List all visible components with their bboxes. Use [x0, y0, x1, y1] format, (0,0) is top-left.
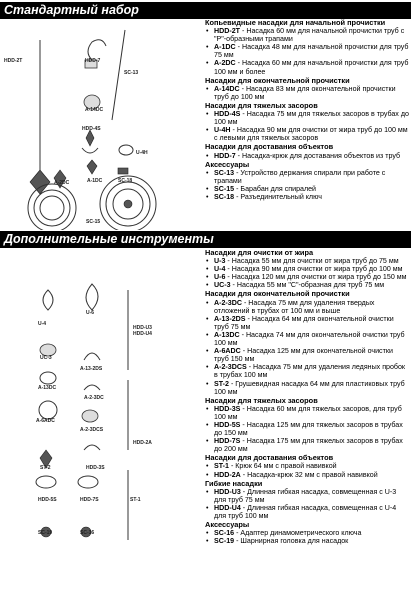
fig-label-a-2-3dc: A-2-3DC — [84, 395, 104, 401]
list-item: • A-2-3DCS - Насадка 75 мм для удаления ледяных пробок в трубах 100 мм — [206, 363, 406, 380]
group-heading: Насадки для тяжелых засоров — [205, 100, 318, 110]
fig-label-sc-18: SC-18 — [118, 178, 133, 184]
fig-label-hdd-7: HDD-7 — [85, 58, 101, 64]
fig-label-hdd-3s: HDD-3S — [86, 465, 105, 471]
group-heading: Насадки для окончательной прочистки — [205, 75, 350, 85]
section-title-standard: Стандартный набор — [0, 2, 411, 19]
list-item: • A-14DC - Насадка 83 мм для окончательной прочистки труб до 100 мм — [206, 84, 396, 101]
group-heading: Насадки для тяжелых засоров — [205, 395, 318, 405]
list-item: • U-6 - Насадка 120 мм для очистки от жира труб до 150 мм — [206, 273, 407, 282]
group-heading: Аксессуары — [205, 159, 250, 169]
fig-label-sc-15: SC-15 — [86, 219, 101, 225]
list-item: • HDD-4S - Насадка 75 мм для тяжелых засоров в трубах до 100 мм — [206, 110, 409, 127]
group-heading: Насадки для доставания объектов — [205, 453, 334, 463]
fig-label-sc-16: SC-16 — [80, 530, 95, 536]
fig-label-u-4: U-4 — [38, 321, 47, 327]
list-item: • HDD-U4 - Длинная гибкая насадка, совмещенная с U-4 для труб 100 мм — [206, 503, 397, 520]
list-item: • A-13-2DS - Насадка 64 мм для окончательной очистки труб 75 мм — [206, 314, 394, 331]
list-item: • A-1DC - Насадка 48 мм для начальной прочистки для труб 75 мм — [206, 43, 409, 60]
group-heading: Насадки для доставания объектов — [205, 142, 334, 152]
list-item: • U-4H - Насадка 90 мм для очистки от жира труб до 100 мм с левыми для тяжелых засоров — [206, 126, 408, 143]
list-item: • HDD-7S - Насадка 175 мм для тяжелых засоров в трубах до 200 мм — [206, 437, 403, 454]
fig-label-uc-3: UC-3 — [40, 355, 52, 361]
additional-tools-list — [205, 248, 409, 545]
list-item: • SC-16 - Адаптер динамометрического ключа — [206, 529, 362, 538]
fig-label-st-1: ST-1 — [130, 497, 141, 503]
list-item: • A-6ADC - Насадка 125 мм для окончательной очистки труб 150 мм — [206, 347, 393, 364]
fig-label-hdd-5s: HDD-5S — [38, 497, 57, 503]
list-item: • HDD-7 - Насадка-крюк для доставания объектов из труб — [206, 151, 401, 160]
fig-label-a-2dc: A-2DC — [54, 180, 70, 186]
group-heading: Насадки для очистки от жира — [205, 248, 314, 257]
list-item: • A-2DC - Насадка 60 мм для начальной прочистки для труб 100 мм и более — [206, 59, 409, 76]
group-heading: Гибкие насадки — [205, 478, 263, 488]
fig-label-hdd-7s: HDD-7S — [80, 497, 99, 503]
fig-label-sc-19: SC-19 — [38, 530, 53, 536]
fig-label-hdd-2t: HDD-2T — [4, 58, 23, 64]
list-item: • HDD-2T - Насадка 60 мм для начальной прочистки труб с "Р"-образными трапами — [206, 27, 405, 44]
fig-label-st-2: ST-2 — [40, 465, 51, 471]
fig-label-u-6: U-6 — [86, 310, 95, 316]
group-heading: Аксессуары — [205, 520, 250, 530]
fig-label-hdd-u4: HDD-U4 — [133, 331, 152, 337]
fig-label-a-1dc: A-1DC — [87, 178, 103, 184]
list-item: • A-13DC - Насадка 74 мм для окончательной очистки труб 100 мм — [206, 330, 405, 348]
fig-label-a-13-2ds: A-13-2DS — [80, 366, 103, 372]
list-item: • SC-19 - Шарнирная головка для насадок — [206, 537, 349, 546]
fig-label-a-6adc: A-6ADC — [36, 418, 55, 424]
list-item: • A-2-3DC - Насадка 75 мм для удаления твердых отложений в трубах от 100 мм и выше — [206, 298, 375, 315]
list-item: • HDD-2A - Насадка-крюк 32 мм с правой навивкой — [206, 470, 378, 479]
group-heading: Копьевидные насадки для начальной прочистки — [205, 18, 386, 27]
list-item: • HDD-U3 - Длинная гибкая насадка, совмещенная с U-3 для труб 75 мм — [206, 487, 397, 504]
fig-label-u-4h: U-4H — [136, 150, 148, 156]
list-item: • SC-18 - Разъединительный ключ — [206, 192, 322, 201]
list-item: • HDD-5S - Насадка 125 мм для тяжелых засоров в трубах до 150 мм — [206, 420, 403, 438]
fig-label-sc-13: SC-13 — [124, 70, 139, 76]
section-title-additional: Дополнительные инструменты — [0, 231, 411, 248]
list-item: • U-4 - Насадка 90 мм для очистки от жира труб до 100 мм — [206, 265, 403, 274]
additional-tools-illustration — [0, 250, 203, 600]
list-item: • SC-15 - Барабан для спиралей — [206, 184, 317, 193]
list-item: • ST-1 - Крюк 64 мм с правой навивкой — [206, 462, 337, 471]
fig-label-hdd-4s: HDD-4S — [82, 126, 101, 132]
list-item: • HDD-3S - Насадка 60 мм для тяжелых засоров, для труб 100 мм — [206, 404, 402, 421]
group-heading: Насадки для окончательной прочистки — [205, 289, 350, 299]
list-item: • SC-13 - Устройство держания спирали при работе с трапами — [206, 168, 386, 185]
standard-kit-list — [205, 18, 409, 201]
fig-label-a-2-3dcs: A-2-3DCS — [80, 427, 104, 433]
list-item: • U-3 - Насадка 55 мм для очистки от жира труб до 75 мм — [206, 257, 399, 266]
list-item: • UC-3 - Насадка 55 мм "С"-образная для труб 75 мм — [206, 281, 385, 290]
list-item: • ST-2 - Грушевидная насадка 64 мм для пластиковых труб 100 мм — [206, 379, 405, 396]
fig-label-a-14dc: A-14DC — [85, 107, 104, 113]
standard-kit-illustration — [0, 20, 203, 230]
fig-label-hdd-u3: HDD-U3 — [133, 325, 152, 331]
fig-label-a-13dc: A-13DC — [38, 385, 57, 391]
fig-label-hdd-2a: HDD-2A — [133, 440, 152, 446]
